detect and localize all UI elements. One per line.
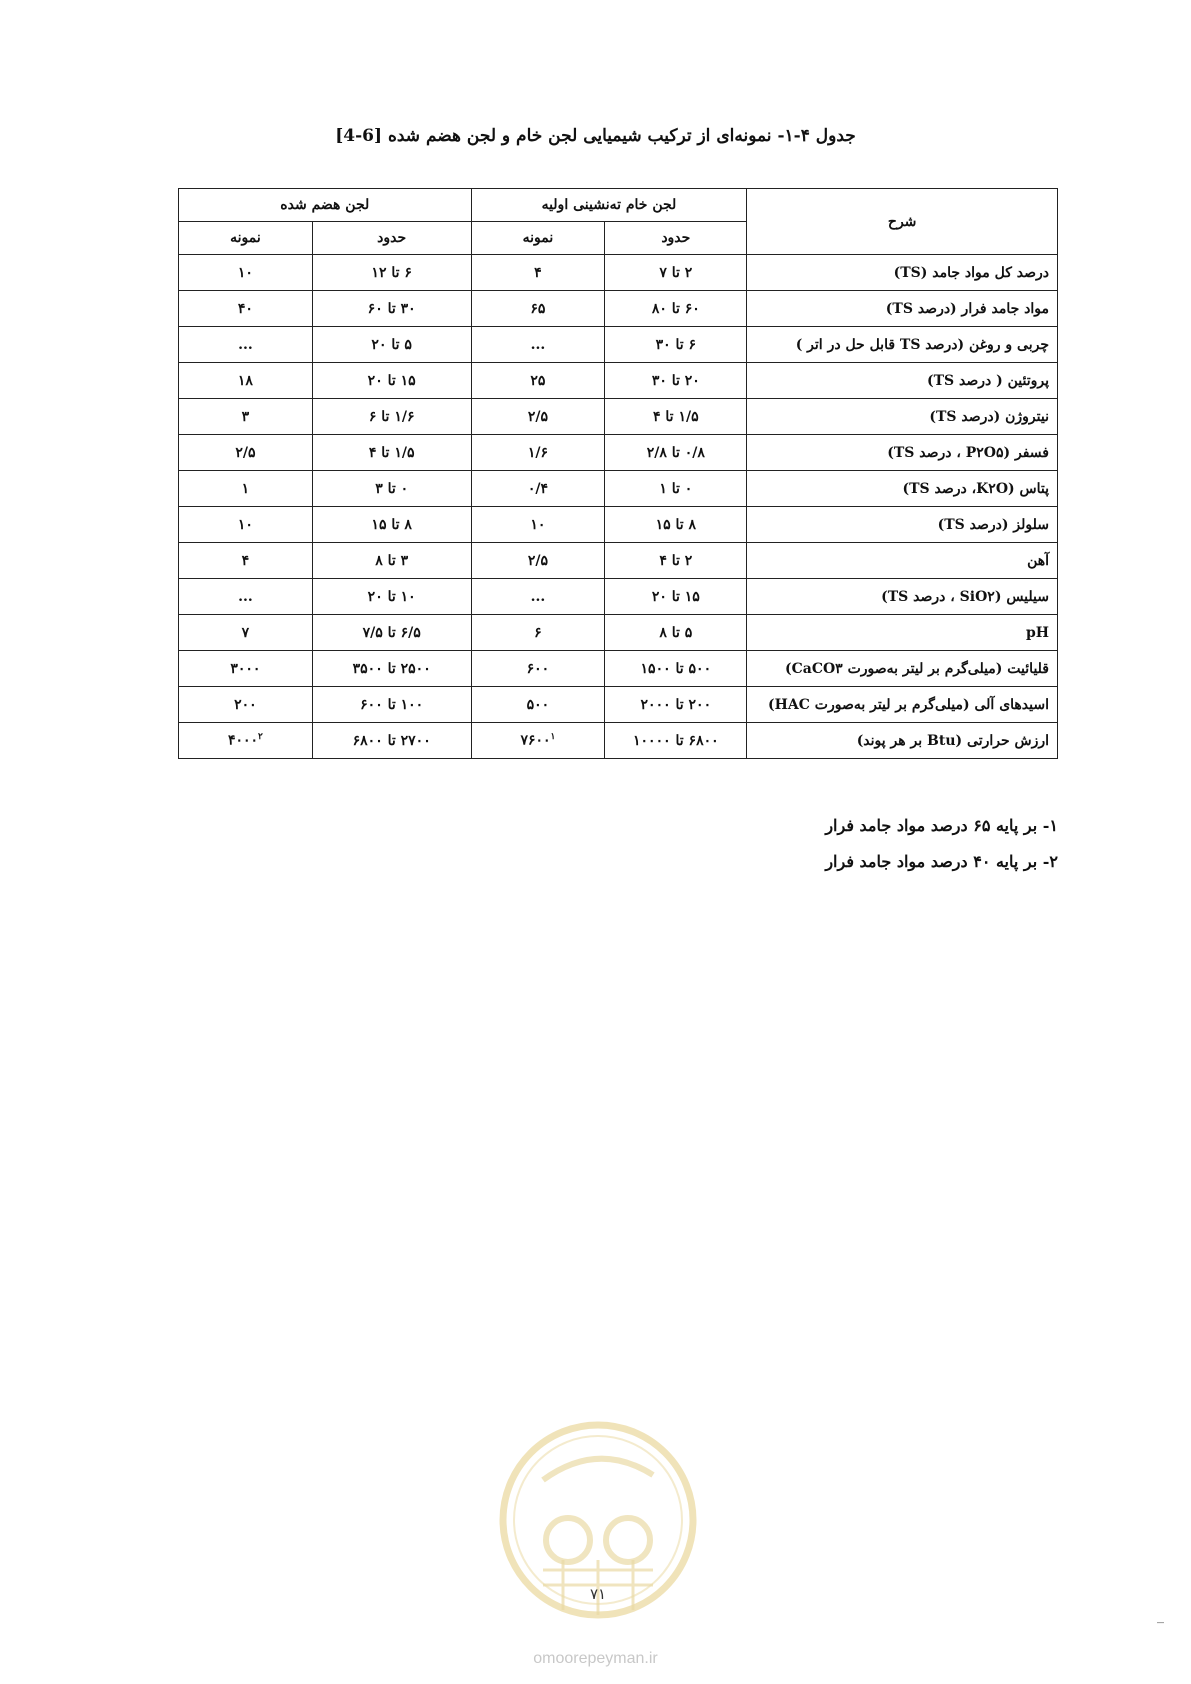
row-desc: مواد جامد فرار (درصد TS) bbox=[747, 291, 1058, 327]
header-raw-sample: نمونه bbox=[471, 222, 605, 255]
raw-sample: ۶۰۰ bbox=[471, 651, 605, 687]
raw-range: ۸ تا ۱۵ bbox=[605, 507, 747, 543]
raw-range: ۲ تا ۷ bbox=[605, 255, 747, 291]
table-row bbox=[179, 471, 1058, 507]
raw-sample: ۶ bbox=[471, 615, 605, 651]
raw-sample-cell bbox=[471, 723, 605, 759]
raw-sample: ... bbox=[471, 327, 605, 363]
raw-range: ۲۰۰ تا ۲۰۰۰ bbox=[605, 687, 747, 723]
site-watermark: omoorepeyman.ir bbox=[533, 1650, 658, 1667]
raw-sample: ... bbox=[471, 579, 605, 615]
table-title: جدول ۴-۱- نمونه‌ای از ترکیب شیمیایی لجن خام و لجن هضم شده [6-4] bbox=[335, 126, 856, 146]
raw-sample: ۷۶۰۰ bbox=[520, 732, 551, 749]
raw-range: ۵۰۰ تا ۱۵۰۰ bbox=[605, 651, 747, 687]
footnote-ref-1: ۱ bbox=[550, 732, 556, 743]
raw-range: ۲ تا ۴ bbox=[605, 543, 747, 579]
dig-range: ۳۰ تا ۶۰ bbox=[312, 291, 471, 327]
raw-sample: ۱۰ bbox=[471, 507, 605, 543]
dig-range: ۳ تا ۸ bbox=[312, 543, 471, 579]
margin-dash: _ bbox=[1157, 1608, 1164, 1624]
dig-range: ۲۷۰۰ تا ۶۸۰۰ bbox=[312, 723, 471, 759]
dig-sample: ۴۰ bbox=[179, 291, 313, 327]
header-raw-range: حدود bbox=[605, 222, 747, 255]
raw-sample: ۲/۵ bbox=[471, 399, 605, 435]
dig-sample: ۳ bbox=[179, 399, 313, 435]
dig-range: ۲۵۰۰ تا ۳۵۰۰ bbox=[312, 651, 471, 687]
row-desc: آهن bbox=[747, 543, 1058, 579]
dig-range: ۱۰ تا ۲۰ bbox=[312, 579, 471, 615]
row-desc: فسفر (P۲O۵ ، درصد TS) bbox=[747, 435, 1058, 471]
dig-range: ۱/۶ تا ۶ bbox=[312, 399, 471, 435]
dig-sample: ۱۰ bbox=[179, 255, 313, 291]
header-raw-sludge: لجن خام ته‌نشینی اولیه bbox=[471, 189, 747, 222]
dig-sample: ۲/۵ bbox=[179, 435, 313, 471]
table-body bbox=[179, 255, 1058, 759]
raw-range: ۵ تا ۸ bbox=[605, 615, 747, 651]
dig-sample-cell bbox=[179, 723, 313, 759]
table-row bbox=[179, 327, 1058, 363]
raw-sample: ۰/۴ bbox=[471, 471, 605, 507]
dig-sample: ۲۰۰ bbox=[179, 687, 313, 723]
row-desc: پتاس (K۲O، درصد TS) bbox=[747, 471, 1058, 507]
footnote-1: ۱- بر پایه ۶۵ درصد مواد جامد فرار bbox=[825, 816, 1058, 835]
dig-range: ۵ تا ۲۰ bbox=[312, 327, 471, 363]
table-row bbox=[179, 615, 1058, 651]
footnotes bbox=[825, 808, 1058, 880]
dig-range: ۸ تا ۱۵ bbox=[312, 507, 471, 543]
dig-range: ۱۰۰ تا ۶۰۰ bbox=[312, 687, 471, 723]
dig-sample: ... bbox=[179, 327, 313, 363]
dig-range: ۱۵ تا ۲۰ bbox=[312, 363, 471, 399]
raw-range: ۶۸۰۰ تا ۱۰۰۰۰ bbox=[605, 723, 747, 759]
raw-sample: ۶۵ bbox=[471, 291, 605, 327]
table-row bbox=[179, 543, 1058, 579]
dig-sample: ۱ bbox=[179, 471, 313, 507]
dig-range: ۱/۵ تا ۴ bbox=[312, 435, 471, 471]
dig-sample: ۱۸ bbox=[179, 363, 313, 399]
dig-sample: ۴۰۰۰ bbox=[227, 732, 259, 749]
raw-range: ۶ تا ۳۰ bbox=[605, 327, 747, 363]
header-dig-sample: نمونه bbox=[179, 222, 313, 255]
dig-sample: ۴ bbox=[179, 543, 313, 579]
row-desc: ارزش حرارتی (Btu بر هر پوند) bbox=[747, 723, 1058, 759]
table-row bbox=[179, 651, 1058, 687]
raw-range: ۶۰ تا ۸۰ bbox=[605, 291, 747, 327]
table-row bbox=[179, 579, 1058, 615]
table-row bbox=[179, 687, 1058, 723]
table-row bbox=[179, 363, 1058, 399]
footnote-ref-2: ۲ bbox=[258, 732, 263, 743]
row-desc: سیلیس (SiO۲ ، درصد TS) bbox=[747, 579, 1058, 615]
raw-sample: ۲/۵ bbox=[471, 543, 605, 579]
raw-range: ۲۰ تا ۳۰ bbox=[605, 363, 747, 399]
dig-range: ۶/۵ تا ۷/۵ bbox=[312, 615, 471, 651]
raw-sample: ۲۵ bbox=[471, 363, 605, 399]
row-desc: سلولز (درصد TS) bbox=[747, 507, 1058, 543]
raw-sample: ۴ bbox=[471, 255, 605, 291]
raw-sample: ۱/۶ bbox=[471, 435, 605, 471]
table-row bbox=[179, 399, 1058, 435]
header-desc: شرح bbox=[747, 189, 1058, 255]
dig-range: ۰ تا ۳ bbox=[312, 471, 471, 507]
row-desc: درصد کل مواد جامد (TS) bbox=[747, 255, 1058, 291]
row-desc: نیتروژن (درصد TS) bbox=[747, 399, 1058, 435]
raw-range: ۰/۸ تا ۲/۸ bbox=[605, 435, 747, 471]
dig-sample: ۳۰۰۰ bbox=[179, 651, 313, 687]
raw-range: ۰ تا ۱ bbox=[605, 471, 747, 507]
table-row bbox=[179, 507, 1058, 543]
row-desc: اسیدهای آلی (میلی‌گرم بر لیتر به‌صورت HAC) bbox=[747, 687, 1058, 723]
dig-sample: ۷ bbox=[179, 615, 313, 651]
header-dig-range: حدود bbox=[312, 222, 471, 255]
page-number: ۷۱ bbox=[590, 1585, 607, 1603]
table-row bbox=[179, 435, 1058, 471]
header-digested-sludge: لجن هضم شده bbox=[179, 189, 472, 222]
raw-range: ۱۵ تا ۲۰ bbox=[605, 579, 747, 615]
row-desc: پروتئین ( درصد TS) bbox=[747, 363, 1058, 399]
raw-range: ۱/۵ تا ۴ bbox=[605, 399, 747, 435]
table-row bbox=[179, 255, 1058, 291]
table-row bbox=[179, 723, 1058, 759]
dig-range: ۶ تا ۱۲ bbox=[312, 255, 471, 291]
row-desc: چربی و روغن (درصد TS قابل حل در اتر ) bbox=[747, 327, 1058, 363]
row-desc: قلیائیت (میلی‌گرم بر لیتر به‌صورت CaCO۳) bbox=[747, 651, 1058, 687]
dig-sample: ... bbox=[179, 579, 313, 615]
table-row bbox=[179, 291, 1058, 327]
raw-sample: ۵۰۰ bbox=[471, 687, 605, 723]
footnote-2: ۲- بر پایه ۴۰ درصد مواد جامد فرار bbox=[825, 852, 1058, 871]
composition-table bbox=[178, 188, 1058, 759]
row-desc: pH bbox=[747, 615, 1058, 651]
dig-sample: ۱۰ bbox=[179, 507, 313, 543]
